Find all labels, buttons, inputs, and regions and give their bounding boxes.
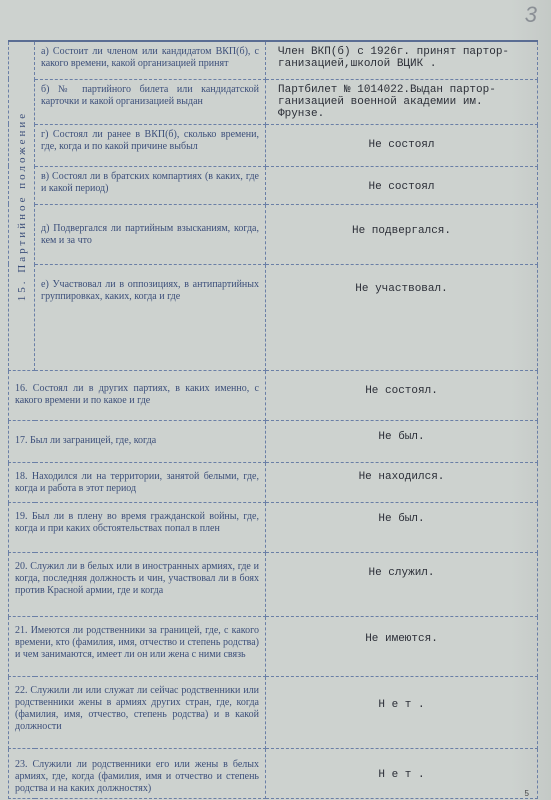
answer-cell	[266, 41, 538, 79]
question-21: 21. Имеются ли родственники за границей, где, с какого времени, кто (фамилия, имя, отчество и степень родства) и чем занимаются, имеет ли он или жена с ними связь	[15, 624, 259, 660]
answer-18: Не находился.	[358, 470, 445, 483]
question-15e: е) Участвовал ли в оппозициях, в антипартийных группировках, каких, когда и где	[41, 278, 259, 302]
section-15-label: 15. Партийное положение	[15, 110, 28, 301]
table-row	[9, 204, 538, 264]
table-row	[9, 166, 538, 204]
question-22: 22. Служили ли или служат ли сейчас родственники или родственники жены в армиях других стран, где, когда (фамилия, имя, отчество, степень родства) и в какой должности	[15, 684, 259, 732]
answer-21: Не имеются.	[365, 632, 438, 645]
question-cell	[35, 166, 266, 204]
question-17: 17. Был ли заграницей, где, когда	[15, 434, 157, 446]
question-23: 23. Служили ли родственники его или жены в белых армиях, где, когда (фамилия, имя и отчество и степень родства и на каких должностях)	[15, 758, 259, 794]
answer-19: Не был.	[378, 512, 425, 525]
question-cell	[9, 462, 266, 502]
question-cell	[35, 79, 266, 124]
answer-20: Не служил.	[368, 566, 435, 579]
question-cell	[35, 204, 266, 264]
question-cell	[9, 370, 266, 420]
table-row	[9, 748, 538, 798]
table-row	[9, 370, 538, 420]
answer-15e: Не участвовал.	[355, 282, 448, 295]
table-row	[9, 264, 538, 370]
footer-mark: 5	[524, 789, 529, 798]
answer-cell	[266, 420, 538, 462]
question-15v: в) Состоял ли в братских компартиях (в каких, где и какой период)	[41, 170, 259, 194]
question-cell	[9, 552, 266, 616]
question-cell	[9, 676, 266, 748]
question-15g: г) Состоял ли ранее в ВКП(б), сколько времени, где, когда и по какой причине выбыл	[41, 128, 259, 152]
answer-cell	[266, 204, 538, 264]
question-15a: а) Состоит ли членом или кандидатом ВКП(б), с какого времени, какой организацией принят	[41, 46, 259, 69]
answer-23: Н е т .	[378, 768, 425, 781]
question-16: 16. Состоял ли в других партиях, в каких именно, с какого времени и по какое и где	[15, 382, 259, 406]
table-row	[9, 79, 538, 124]
question-cell	[9, 616, 266, 676]
question-cell	[9, 420, 266, 462]
answer-cell	[266, 124, 538, 166]
table-row	[9, 420, 538, 462]
answer-cell	[266, 748, 538, 798]
answer-15a: Член ВКП(б) с 1926г. принят партор- ганизацией,школой ВЦИК .	[278, 46, 510, 70]
table-row	[9, 502, 538, 552]
question-15d: д) Подвергался ли партийным взысканиям, когда, кем и за что	[41, 222, 259, 246]
answer-15g: Не состоял	[368, 138, 435, 151]
question-cell	[35, 264, 266, 370]
answer-cell	[266, 166, 538, 204]
answer-cell	[266, 264, 538, 370]
question-cell	[35, 41, 266, 79]
answer-cell	[266, 79, 538, 124]
answer-cell	[266, 616, 538, 676]
answer-cell	[266, 462, 538, 502]
table-row	[9, 462, 538, 502]
answer-15v: Не состоял	[368, 180, 435, 193]
answer-cell	[266, 676, 538, 748]
table-row	[9, 552, 538, 616]
question-18: 18. Находился ли на территории, занятой белыми, где, когда и работа в этот период	[15, 470, 259, 494]
table-row	[9, 124, 538, 166]
question-cell	[9, 502, 266, 552]
questionnaire-table	[8, 40, 538, 799]
table-row	[9, 616, 538, 676]
answer-16: Не состоял.	[365, 384, 438, 397]
question-15b: б) № партийного билета или кандидатской карточки и какой организацией выдан	[41, 83, 259, 107]
question-cell	[9, 748, 266, 798]
question-cell	[35, 124, 266, 166]
table-row	[9, 676, 538, 748]
answer-cell	[266, 370, 538, 420]
table-row	[9, 41, 538, 79]
answer-17: Не был.	[378, 430, 425, 443]
answer-15b: Партбилет № 1014022.Выдан партор- ганизацией военной академии им. Фрунзе.	[278, 83, 496, 120]
question-19: 19. Был ли в плену во время гражданской войны, где, когда и при каких обстоятельствах попал в плен	[15, 510, 259, 534]
section-15-label-cell	[9, 41, 35, 370]
answer-22: Н е т .	[378, 698, 425, 711]
answer-cell	[266, 502, 538, 552]
answer-cell	[266, 552, 538, 616]
page-number: 3	[524, 2, 537, 27]
answer-15d: Не подвергался.	[351, 224, 452, 237]
question-20: 20. Служил ли в белых или в иностранных армиях, где и когда, последняя должность и чин, участвовал ли в боях против Красной армии, где и когда	[15, 560, 259, 596]
